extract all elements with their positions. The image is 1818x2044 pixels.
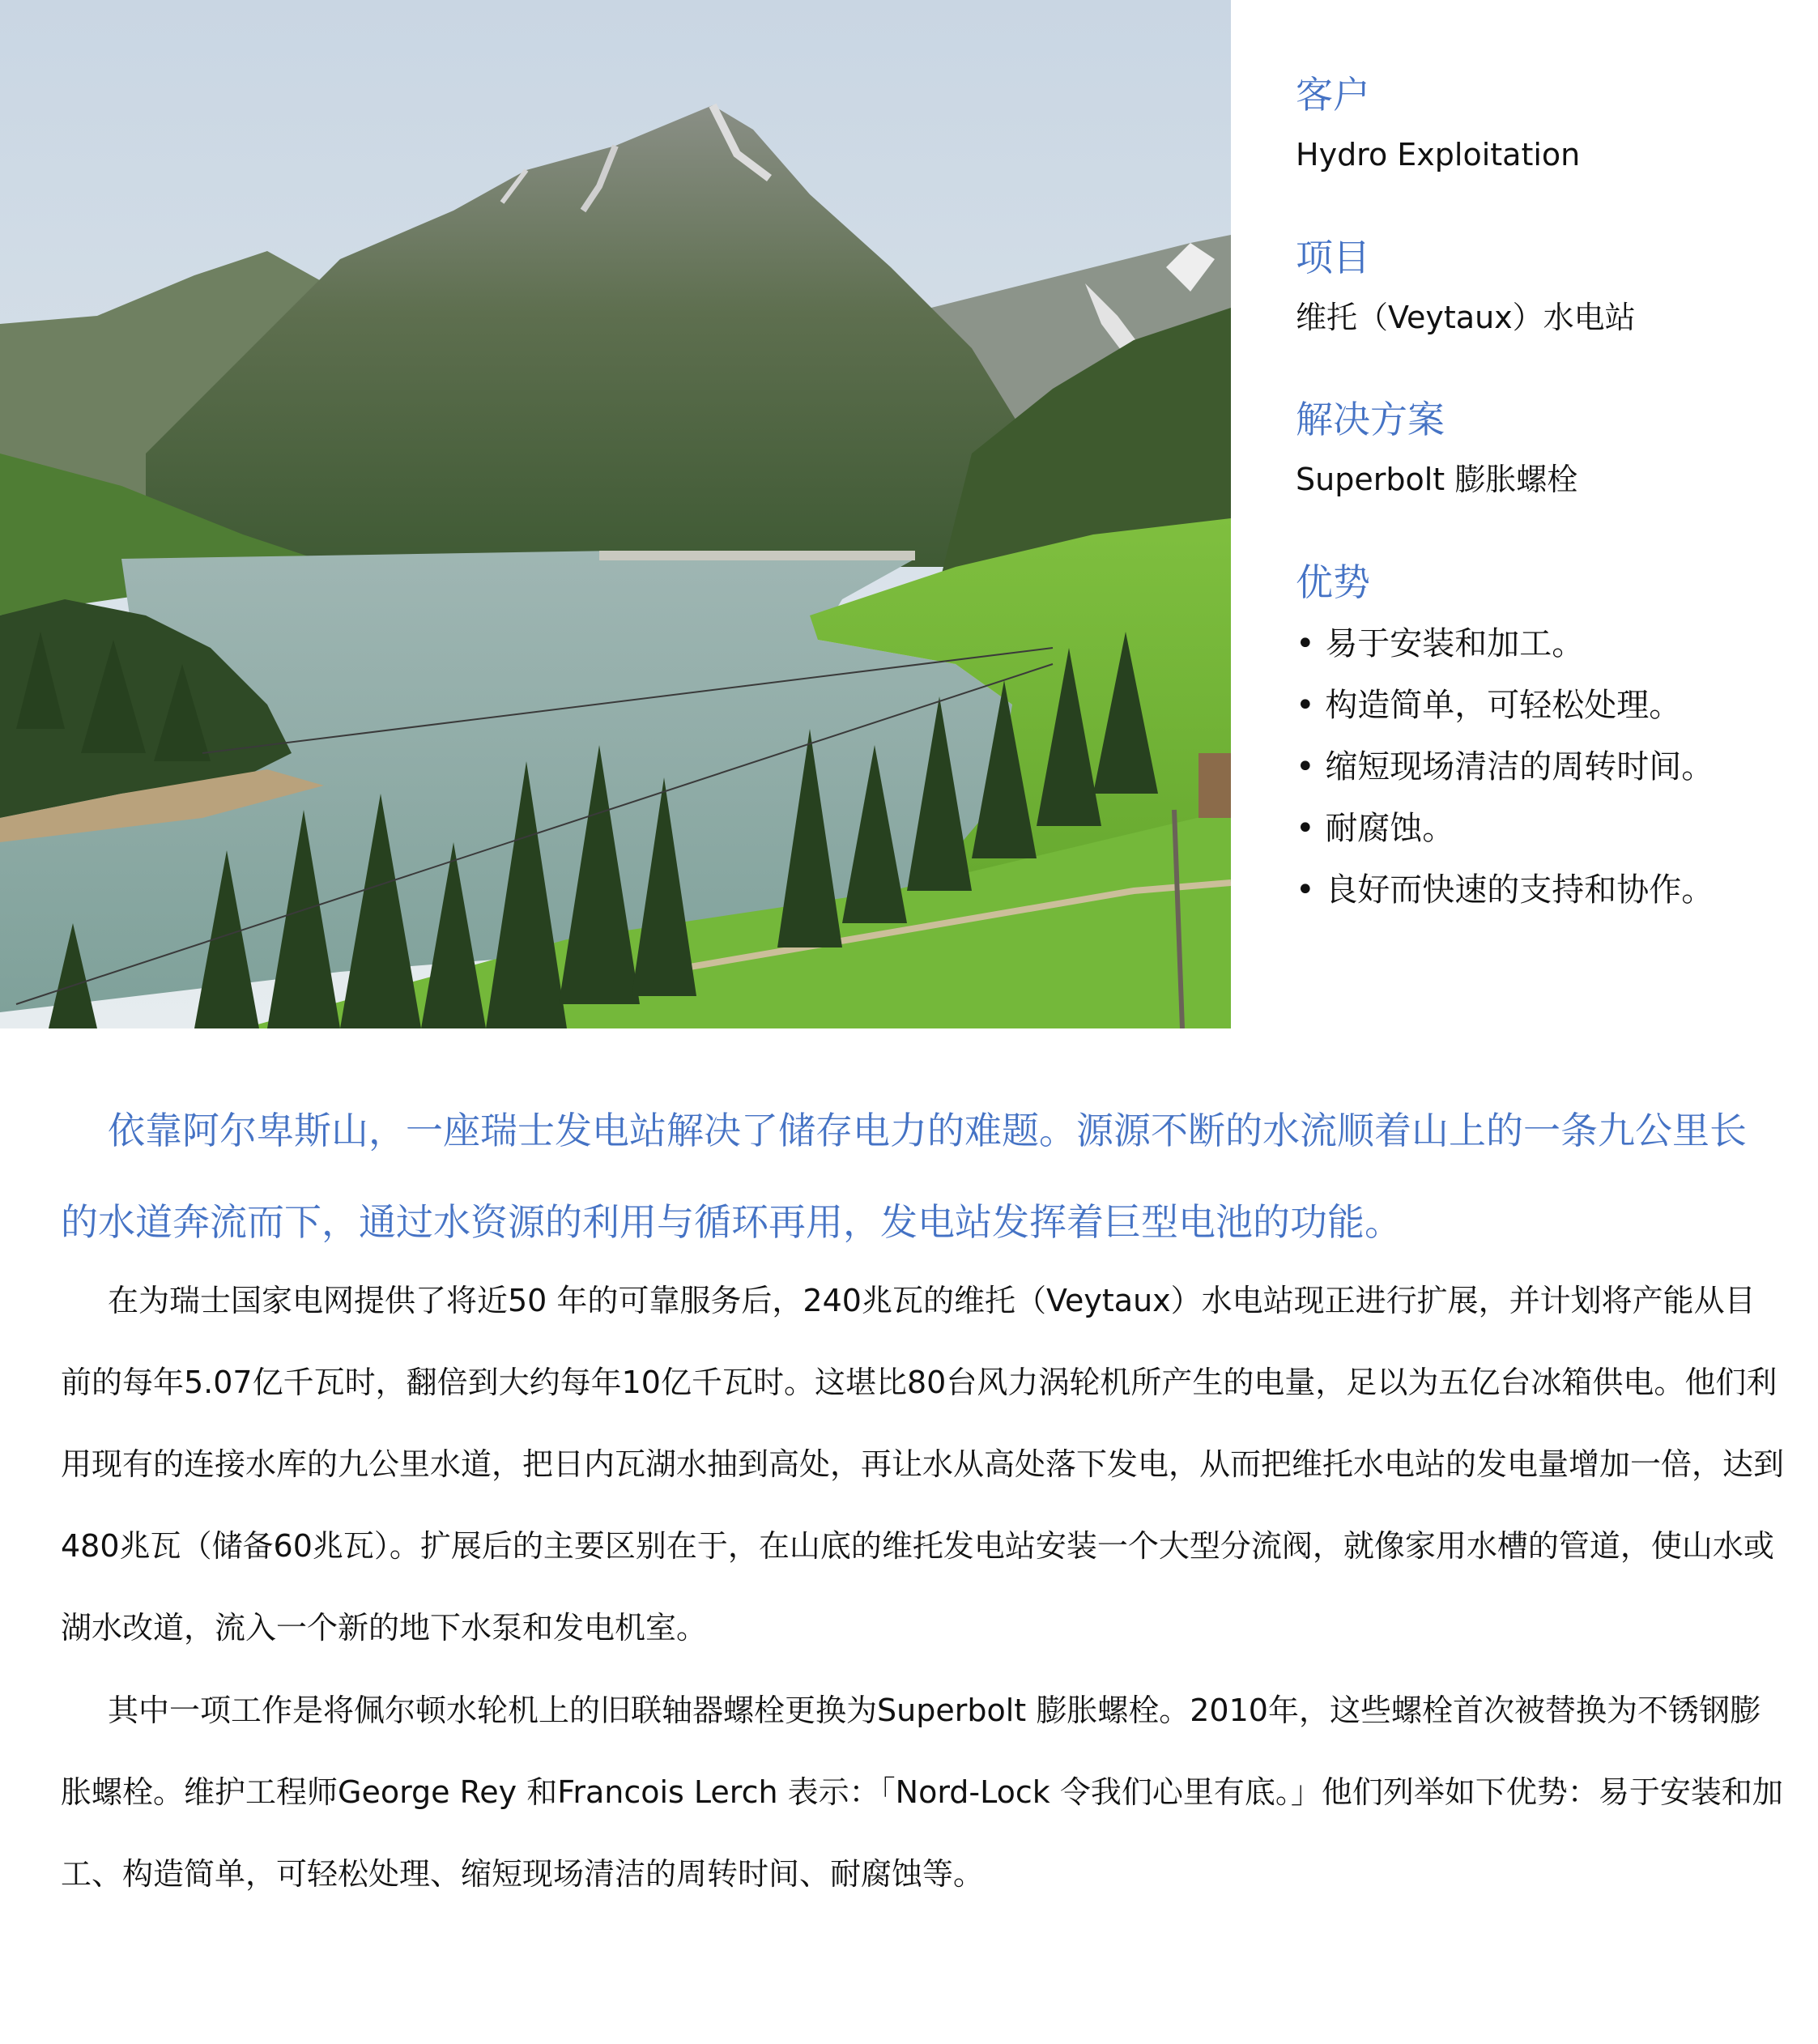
project-facts-panel [1296, 73, 1782, 930]
client-value: Hydro Exploitation [1296, 137, 1581, 173]
benefit-item: • 构造简单，可轻松处理。 [1296, 684, 1782, 726]
solution-heading: 解决方案 [1296, 398, 1445, 442]
lead-paragraph: 依靠阿尔卑斯山，一座瑞士发电站解决了储存电力的难题。源源不断的水流顺着山上的一条九公里长的水道奔流而下，通过水资源的利用与循环再用，发电站发挥着巨型电池的功能。 [61, 1109, 1747, 1244]
body-paragraph-2: 其中一项工作是将佩尔顿水轮机上的旧联轴器螺栓更换为Superbolt 膨胀螺栓。2010年，这些螺栓首次被替换为不锈钢膨胀螺栓。维护工程师George Rey 和Francois Lerch 表示：「Nord-Lock 令我们心里有底。」他们列举如下优势：易于安装和加工、构造简单，可轻松处理、缩短现场清洁的周转时间、耐腐蚀等。 [61, 1693, 1783, 1892]
mountain-lake-illustration [0, 0, 1231, 1028]
benefit-item: • 易于安装和加工。 [1296, 623, 1782, 665]
solution-value: Superbolt 膨胀螺栓 [1296, 462, 1578, 498]
project-heading: 项目 [1296, 235, 1370, 279]
client-heading: 客户 [1296, 73, 1370, 117]
benefit-item: • 良好而快速的支持和协作。 [1296, 869, 1782, 911]
project-value: 维托（Veytaux）水电站 [1296, 299, 1636, 335]
benefit-item: • 缩短现场清洁的周转时间。 [1296, 746, 1782, 788]
benefit-item: • 耐腐蚀。 [1296, 807, 1782, 850]
benefits-list [1296, 623, 1782, 911]
body-paragraph-1: 在为瑞士国家电网提供了将近50 年的可靠服务后，240兆瓦的维托（Veytaux）水电站现正进行扩展，并计划将产能从目前的每年5.07亿千瓦时，翻倍到大约每年10亿千瓦时。这堪比80台风力涡轮机所产生的电量，足以为五亿台冰箱供电。他们利用现有的连接水库的九公里水道，把日内瓦湖水抽到高处，再让水从高处落下发电，从而把维托水电站的发电量增加一倍，达到480兆瓦（储备60兆瓦）。扩展后的主要区别在于，在山底的维托发电站安装一个大型分流阀，就像家用水槽的管道，使山水或湖水改道，流入一个新的地下水泵和发电机室。 [61, 1283, 1785, 1646]
mountain-lake-photo [0, 0, 1231, 1028]
benefits-heading: 优势 [1296, 560, 1370, 604]
